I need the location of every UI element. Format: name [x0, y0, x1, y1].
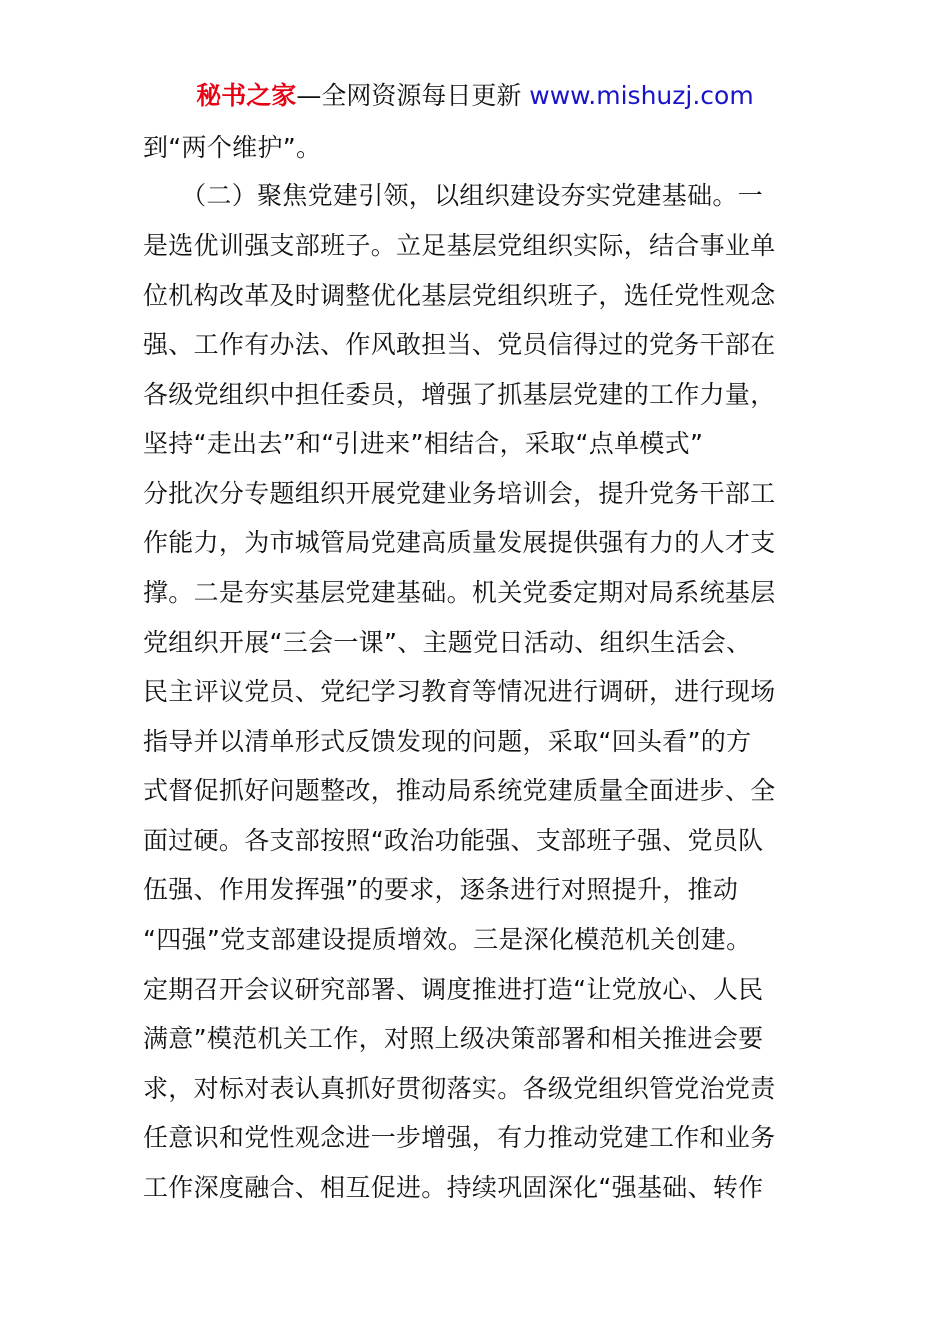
- text-line: 强、工作有办法、作风敢担当、党员信得过的党务干部在: [143, 330, 776, 359]
- text-line: 求，对标对表认真抓好贯彻落实。各级党组织管党治党责: [143, 1074, 776, 1103]
- text-line: 伍强、作用发挥强”的要求，逐条进行对照提升，推动: [143, 875, 739, 904]
- text-line: （二）聚焦党建引领，以组织建设夯实党建基础。一: [143, 181, 764, 210]
- text-line: 撑。二是夯实基层党建基础。机关党委定期对局系统基层: [143, 578, 776, 607]
- text-line: “四强”党支部建设提质增效。三是深化模范机关创建。: [143, 925, 752, 954]
- site-url-link[interactable]: www.mishuzj.com: [529, 81, 754, 110]
- header-tagline: —全网资源每日更新: [296, 81, 530, 110]
- text-line: 党组织开展“三会一课”、主题党日活动、组织生活会、: [143, 628, 752, 657]
- text-line: 作能力，为市城管局党建高质量发展提供强有力的人才支: [143, 528, 776, 557]
- text-line: 民主评议党员、党纪学习教育等情况进行调研，进行现场: [143, 677, 776, 706]
- text-line: 面过硬。各支部按照“政治功能强、支部班子强、党员队: [143, 826, 764, 855]
- text-line: 工作深度融合、相互促进。持续巩固深化“强基础、转作: [143, 1173, 764, 1202]
- text-line: 任意识和党性观念进一步增强，有力推动党建工作和业务: [143, 1123, 776, 1152]
- text-line: 坚持“走出去”和“引进来”相结合，采取“点单模式”: [143, 429, 704, 458]
- text-line: 位机构改革及时调整优化基层党组织班子，选任党性观念: [143, 281, 776, 310]
- text-line: 是选优训强支部班子。立足基层党组织实际，结合事业单: [143, 231, 776, 260]
- text-line: 到“两个维护”。: [143, 133, 322, 162]
- text-line: 满意”模范机关工作，对照上级决策部署和相关推进会要: [143, 1024, 764, 1053]
- page-header: [0, 80, 950, 112]
- brand-name: 秘书之家: [196, 81, 297, 110]
- text-line: 分批次分专题组织开展党建业务培训会，提升党务干部工: [143, 479, 776, 508]
- text-line: 式督促抓好问题整改，推动局系统党建质量全面进步、全: [143, 776, 776, 805]
- text-line: 各级党组织中担任委员，增强了抓基层党建的工作力量，: [143, 380, 776, 409]
- text-line: 指导并以清单形式反馈发现的问题，采取“回头看”的方: [143, 727, 752, 756]
- text-line: 定期召开会议研究部署、调度推进打造“让党放心、人民: [143, 975, 764, 1004]
